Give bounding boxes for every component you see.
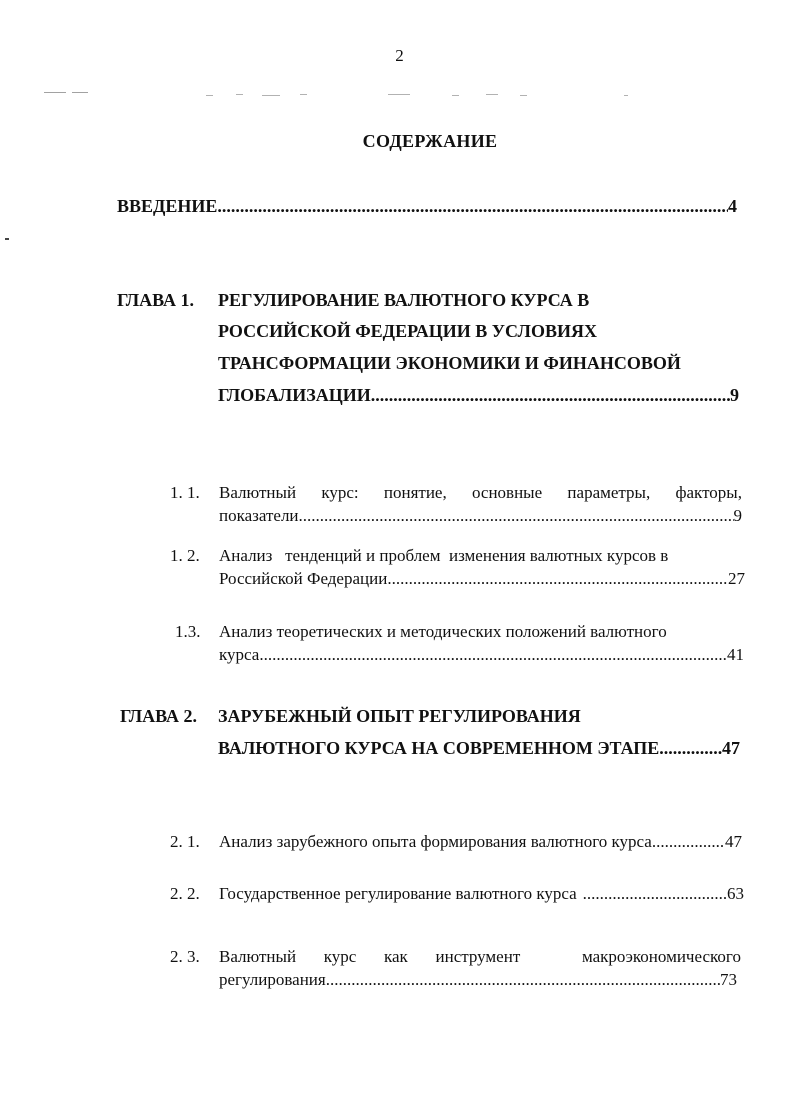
section-word: Валютный [219, 483, 297, 502]
section-title-line [219, 947, 741, 967]
dot-leader [577, 884, 727, 904]
dot-leader [217, 196, 728, 217]
section-title-text: регулирования [219, 970, 326, 989]
section-word: курс [323, 947, 357, 966]
chapter-title-line: ТРАНСФОРМАЦИИ ЭКОНОМИКИ И ФИНАНСОВОЙ [218, 353, 681, 373]
section-title-line-last [219, 569, 745, 589]
section-title-text: курса [219, 645, 260, 664]
toc-section-2-1[interactable] [170, 832, 750, 858]
toc-entry-introduction[interactable] [117, 196, 737, 217]
section-number: 1. 2. [170, 546, 200, 565]
section-word: макроэкономического [581, 947, 741, 966]
toc-entry-page: 63 [727, 884, 744, 903]
toc-entry-page: 73 [720, 970, 737, 989]
section-word: Валютный [219, 947, 297, 966]
dot-leader [326, 970, 720, 990]
chapter-title-line: РЕГУЛИРОВАНИЕ ВАЛЮТНОГО КУРСА В [218, 290, 590, 310]
toc-entry-page: 47 [722, 738, 740, 758]
scan-artifact-line [0, 0, 799, 100]
chapter-label: ГЛАВА 2. [120, 706, 198, 726]
section-title-text: Российской Федерации [219, 569, 388, 588]
chapter-title-text: ГЛОБАЛИЗАЦИИ [218, 385, 371, 405]
chapter-title-line: РОССИЙСКОЙ ФЕДЕРАЦИИ В УСЛОВИЯХ [218, 321, 597, 341]
section-word: параметры, [567, 483, 651, 502]
dot-leader [259, 645, 727, 665]
section-title-line [219, 483, 742, 503]
chapter-title-line-last [218, 385, 739, 406]
toc-section-1-1[interactable] [170, 483, 742, 533]
section-word: основные [471, 483, 543, 502]
toc-chapter-2[interactable] [120, 706, 745, 766]
section-word: факторы, [675, 483, 742, 502]
section-word: инструмент [435, 947, 521, 966]
section-title-line-last [219, 645, 744, 665]
section-title-line: Анализ тенденций и проблем изменения валютных курсов в [219, 546, 669, 565]
toc-entry-page: 9 [733, 506, 742, 525]
chapter-label: ГЛАВА 1. [117, 290, 195, 310]
chapter-title-line: ЗАРУБЕЖНЫЙ ОПЫТ РЕГУЛИРОВАНИЯ [218, 706, 581, 726]
chapter-title-text: ВАЛЮТНОГО КУРСА НА СОВРЕМЕННОМ ЭТАПЕ [218, 738, 660, 758]
toc-entry-page: 9 [730, 385, 739, 405]
dot-leader [299, 506, 734, 526]
toc-section-2-3[interactable] [170, 947, 750, 997]
toc-entry-page: 47 [725, 832, 742, 851]
section-number: 1.3. [175, 622, 201, 641]
dot-leader [371, 385, 730, 406]
dot-leader [659, 738, 722, 759]
toc-entry-page: 41 [727, 645, 744, 664]
section-title-line: Анализ теоретических и методических положений валютного [219, 622, 667, 641]
section-title-text: Государственное регулирование валютного курса [219, 884, 577, 903]
toc-entry-page: 27 [728, 569, 745, 588]
page-number: 2 [395, 46, 404, 65]
section-word: как [384, 947, 408, 966]
section-word: понятие, [383, 483, 447, 502]
section-title-line-last [219, 506, 742, 526]
toc-chapter-1[interactable] [117, 290, 742, 420]
section-title-line [219, 832, 742, 852]
section-word: курс: [321, 483, 359, 502]
section-title-text: показатели [219, 506, 299, 525]
toc-section-1-2[interactable] [170, 546, 750, 596]
chapter-title-line-last [218, 738, 740, 759]
dot-leader [652, 832, 725, 852]
dot-leader [387, 569, 728, 589]
section-number: 2. 2. [170, 884, 200, 903]
toc-entry-page: 4 [728, 196, 737, 216]
section-number: 1. 1. [170, 483, 200, 502]
toc-entry-label: ВВЕДЕНИЕ [117, 196, 218, 216]
section-number: 2. 1. [170, 832, 200, 851]
section-title-line-last [219, 970, 737, 990]
section-title-line [219, 884, 744, 904]
toc-title: СОДЕРЖАНИЕ [362, 131, 498, 151]
section-title-text: Анализ зарубежного опыта формирования валютного курса [219, 832, 652, 851]
toc-section-1-3[interactable] [175, 622, 747, 672]
toc-section-2-2[interactable] [170, 884, 750, 910]
scan-artifact-mark [5, 238, 9, 240]
section-number: 2. 3. [170, 947, 200, 966]
